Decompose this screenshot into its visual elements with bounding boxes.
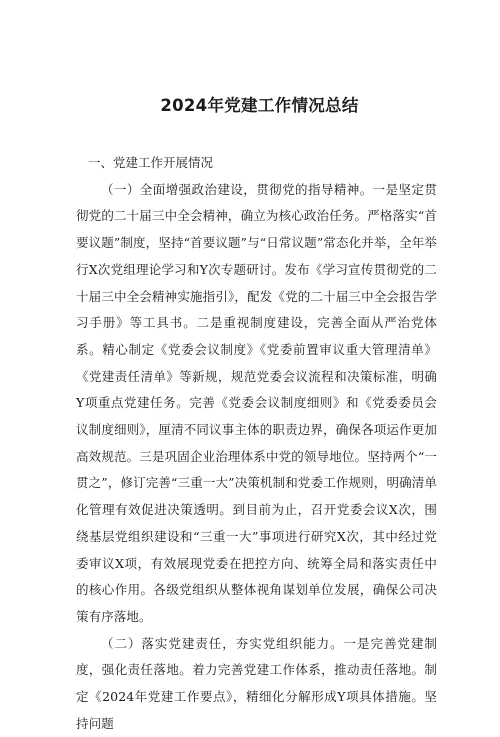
body-paragraph: （二）落实党建责任，夯实党组织能力。一是完善党建制度，强化责任落地。着力完善党建工作体系，推动责任落地。制定《2024年党建工作要点》，精细化分解形成Y项具体措施。坚持问题 <box>76 635 437 731</box>
section-heading: 一、党建工作开展情况 <box>88 155 214 170</box>
body-paragraph: （一）全面增强政治建设，贯彻党的指导精神。一是坚定贯彻党的二十届三中全会精神，确立为核心政治任务。严格落实“首要议题”制度，坚持“首要议题”与“日常议题”常态化并举，全年举行X次党组理论学习和Y次专题研讨。发布《学习宣传贯彻党的二十届三中全会精神实施指引》，配发《党的二十届三中全会报告学习手册》等工具书。二是重视制度建设，完善全面从严治党体系。精心制定《党委会议制度》《党委前置审议重大管理清单》《党建责任清单》等新规，规范党委会议流程和决策标准，明确Y项重点党建任务。完善《党委会议制度细则》和《党委委员会议制度细则》，厘清不同议事主体的职责边界，确保各项运作更加高效规范。三是巩固企业治理体系中党的领导地位。坚持两个“一贯之”，修订完善“三重一大”决策机制和党委工作规则，明确清单化管理有效促进决策透明。到目前为止，召开党委会议X次，围绕基层党组织建设和“三重一大”事项进行研究X次，其中经过党委审议X项，有效展现党委在把控方向、统筹全局和落实责任中的核心作用。各级党组织从整体视角谋划单位发展，确保公司决策有序落地。 <box>76 181 437 624</box>
document-title: 2024年党建工作情况总结 <box>160 96 359 115</box>
